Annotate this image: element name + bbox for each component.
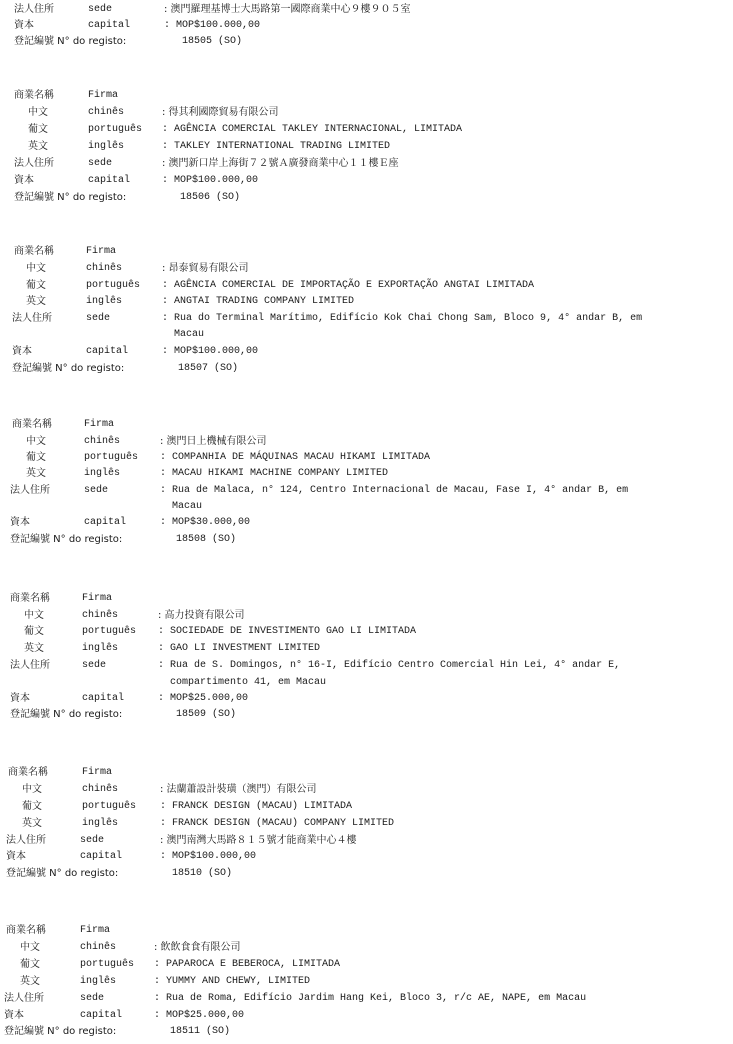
label-sede-pt: sede (88, 158, 113, 169)
label-firma-pt: Firma (82, 767, 113, 778)
label-firma-zh: 商業名稱 (8, 767, 48, 778)
value-ingles: : ANGTAI TRADING COMPANY LIMITED (162, 296, 355, 307)
label-chines-pt: chinês (82, 784, 119, 795)
label-portugues-pt: português (82, 801, 137, 812)
label-portugues-zh: 葡文 (26, 452, 46, 463)
label-portugues-pt: português (84, 452, 139, 463)
label-firma-pt: Firma (82, 593, 113, 604)
label-portugues-zh: 葡文 (24, 626, 44, 637)
value-sede-cont: Macau (174, 329, 205, 340)
label-chines-pt: chinês (82, 610, 119, 621)
label-capital-zh: 資本 (4, 1010, 24, 1021)
label-chines-zh: 中文 (24, 610, 44, 621)
label-chines-zh: 中文 (26, 263, 46, 274)
label-capital-pt: capital (80, 1010, 123, 1021)
label-firma-zh: 商業名稱 (6, 925, 46, 936)
value-sede: : Rua de Roma, Edifício Jardim Hang Kei, Bloco 3, r/c AE, NAPE, em Macau (154, 993, 587, 1004)
label-portugues-zh: 葡文 (20, 959, 40, 970)
label-chines-pt: chinês (84, 436, 121, 447)
value-portugues: : FRANCK DESIGN (MACAU) LIMITADA (160, 801, 353, 812)
value-portugues: : SOCIEDADE DE INVESTIMENTO GAO LI LIMITADA (158, 626, 417, 637)
value-registo: 18506 (SO) (180, 192, 241, 203)
label-capital-zh: 資本 (12, 346, 32, 357)
label-ingles-pt: inglês (86, 296, 123, 307)
value-chines: : 法蘭蕭設計裝璜（澳門）有限公司 (160, 784, 317, 795)
label-sede-pt: sede (86, 313, 111, 324)
label-ingles-pt: inglês (82, 643, 119, 654)
label-sede-pt: sede (84, 485, 109, 496)
value-portugues: : AGÊNCIA COMERCIAL TAKLEY INTERNACIONAL, LIMITADA (162, 124, 463, 135)
value-portugues: : COMPANHIA DE MÁQUINAS MACAU HIKAMI LIMITADA (160, 452, 431, 463)
value-sede: : Rua do Terminal Marítimo, Edifício Kok Chai Chong Sam, Bloco 9, 4° andar B, em (162, 313, 643, 324)
value-sede-cont: Macau (172, 501, 203, 512)
value-registo: 18511 (SO) (170, 1026, 231, 1037)
value-portugues: : AGÊNCIA COMERCIAL DE IMPORTAÇÃO E EXPORTAÇÃO ANGTAI LIMITADA (162, 280, 535, 291)
value-capital: : MOP$100.000,00 (162, 346, 259, 357)
label-firma-pt: Firma (84, 419, 115, 430)
value-capital: : MOP$100.000,00 (162, 175, 259, 186)
label-capital-pt: capital (88, 20, 131, 31)
label-capital-pt: capital (86, 346, 129, 357)
label-capital-zh: 資本 (14, 175, 34, 186)
value-sede: : 澳門南灣大馬路８１５號才能商業中心４樓 (160, 835, 357, 846)
label-capital-zh: 資本 (10, 517, 30, 528)
label-portugues-pt: português (82, 626, 137, 637)
value-registo: 18505 (SO) (182, 36, 243, 47)
label-chines-zh: 中文 (20, 942, 40, 953)
label-portugues-zh: 葡文 (22, 801, 42, 812)
label-registo: 登記編號 N° do registo: (4, 1026, 117, 1037)
label-ingles-zh: 英文 (22, 818, 42, 829)
value-capital: : MOP$25.000,00 (154, 1010, 245, 1021)
value-registo: 18510 (SO) (172, 868, 233, 879)
label-registo: 登記編號 N° do registo: (14, 36, 127, 47)
value-chines: : 飲飲食食有限公司 (154, 942, 241, 953)
label-chines-pt: chinês (88, 107, 125, 118)
value-sede: : 澳門新口岸上海街７２號Ａ廣發商業中心１１樓Ｅ座 (162, 158, 399, 169)
label-firma-zh: 商業名稱 (12, 419, 52, 430)
label-registo: 登記編號 N° do registo: (12, 363, 125, 374)
label-sede-zh: 法人住所 (14, 158, 54, 169)
value-chines: : 昂泰貿易有限公司 (162, 263, 249, 274)
label-firma-zh: 商業名稱 (10, 593, 50, 604)
label-sede-pt: sede (88, 4, 113, 15)
label-ingles-zh: 英文 (26, 468, 46, 479)
label-capital-zh: 資本 (14, 20, 34, 31)
label-capital-pt: capital (88, 175, 131, 186)
label-ingles-zh: 英文 (26, 296, 46, 307)
value-registo: 18507 (SO) (178, 363, 239, 374)
label-chines-zh: 中文 (28, 107, 48, 118)
label-sede-zh: 法人住所 (14, 4, 54, 15)
value-registo: 18508 (SO) (176, 534, 237, 545)
value-ingles: : MACAU HIKAMI MACHINE COMPANY LIMITED (160, 468, 389, 479)
label-sede-zh: 法人住所 (12, 313, 52, 324)
label-sede-pt: sede (82, 660, 107, 671)
label-chines-zh: 中文 (26, 436, 46, 447)
label-sede-zh: 法人住所 (4, 993, 44, 1004)
label-capital-pt: capital (82, 693, 125, 704)
value-portugues: : PAPAROCA E BEBEROCA, LIMITADA (154, 959, 341, 970)
value-ingles: : GAO LI INVESTMENT LIMITED (158, 643, 321, 654)
label-sede-zh: 法人住所 (10, 660, 50, 671)
label-capital-pt: capital (80, 851, 123, 862)
label-firma-pt: Firma (88, 90, 119, 101)
value-sede: : Rua de Malaca, n° 124, Centro Internacional de Macau, Fase I, 4° andar B, em (160, 485, 629, 496)
label-firma-zh: 商業名稱 (14, 246, 54, 257)
label-firma-pt: Firma (86, 246, 117, 257)
label-registo: 登記編號 N° do registo: (10, 709, 123, 720)
value-sede: : Rua de S. Domingos, n° 16-I, Edifício Centro Comercial Hin Lei, 4° andar E, (158, 660, 621, 671)
label-capital-zh: 資本 (10, 693, 30, 704)
value-capital: : MOP$100.000,00 (160, 851, 257, 862)
label-ingles-zh: 英文 (28, 141, 48, 152)
label-capital-pt: capital (84, 517, 127, 528)
label-portugues-pt: português (86, 280, 141, 291)
label-sede-pt: sede (80, 993, 105, 1004)
label-registo: 登記編號 N° do registo: (6, 868, 119, 879)
label-sede-pt: sede (80, 835, 105, 846)
label-ingles-pt: inglês (80, 976, 117, 987)
label-registo: 登記編號 N° do registo: (10, 534, 123, 545)
label-registo: 登記編號 N° do registo: (14, 192, 127, 203)
value-sede: : 澳門羅理基博士大馬路第一國際商業中心９樓９０５室 (164, 4, 411, 15)
label-ingles-pt: inglês (88, 141, 125, 152)
value-chines: : 得其利國際貿易有限公司 (162, 107, 279, 118)
value-sede-cont: compartimento 41, em Macau (170, 677, 327, 688)
label-portugues-zh: 葡文 (28, 124, 48, 135)
value-capital: : MOP$25.000,00 (158, 693, 249, 704)
label-capital-zh: 資本 (6, 851, 26, 862)
label-portugues-zh: 葡文 (26, 280, 46, 291)
label-ingles-zh: 英文 (24, 643, 44, 654)
value-ingles: : FRANCK DESIGN (MACAU) COMPANY LIMITED (160, 818, 395, 829)
value-chines: : 高力投資有限公司 (158, 610, 245, 621)
value-capital: : MOP$100.000,00 (164, 20, 261, 31)
label-chines-pt: chinês (86, 263, 123, 274)
value-ingles: : TAKLEY INTERNATIONAL TRADING LIMITED (162, 141, 391, 152)
label-portugues-pt: português (88, 124, 143, 135)
label-ingles-pt: inglês (84, 468, 121, 479)
value-registo: 18509 (SO) (176, 709, 237, 720)
value-ingles: : YUMMY AND CHEWY, LIMITED (154, 976, 311, 987)
label-ingles-pt: inglês (82, 818, 119, 829)
label-firma-zh: 商業名稱 (14, 90, 54, 101)
label-chines-pt: chinês (80, 942, 117, 953)
value-capital: : MOP$30.000,00 (160, 517, 251, 528)
label-sede-zh: 法人住所 (10, 485, 50, 496)
value-chines: : 澳門日上機械有限公司 (160, 436, 267, 447)
label-ingles-zh: 英文 (20, 976, 40, 987)
label-portugues-pt: português (80, 959, 135, 970)
label-sede-zh: 法人住所 (6, 835, 46, 846)
label-chines-zh: 中文 (22, 784, 42, 795)
label-firma-pt: Firma (80, 925, 111, 936)
